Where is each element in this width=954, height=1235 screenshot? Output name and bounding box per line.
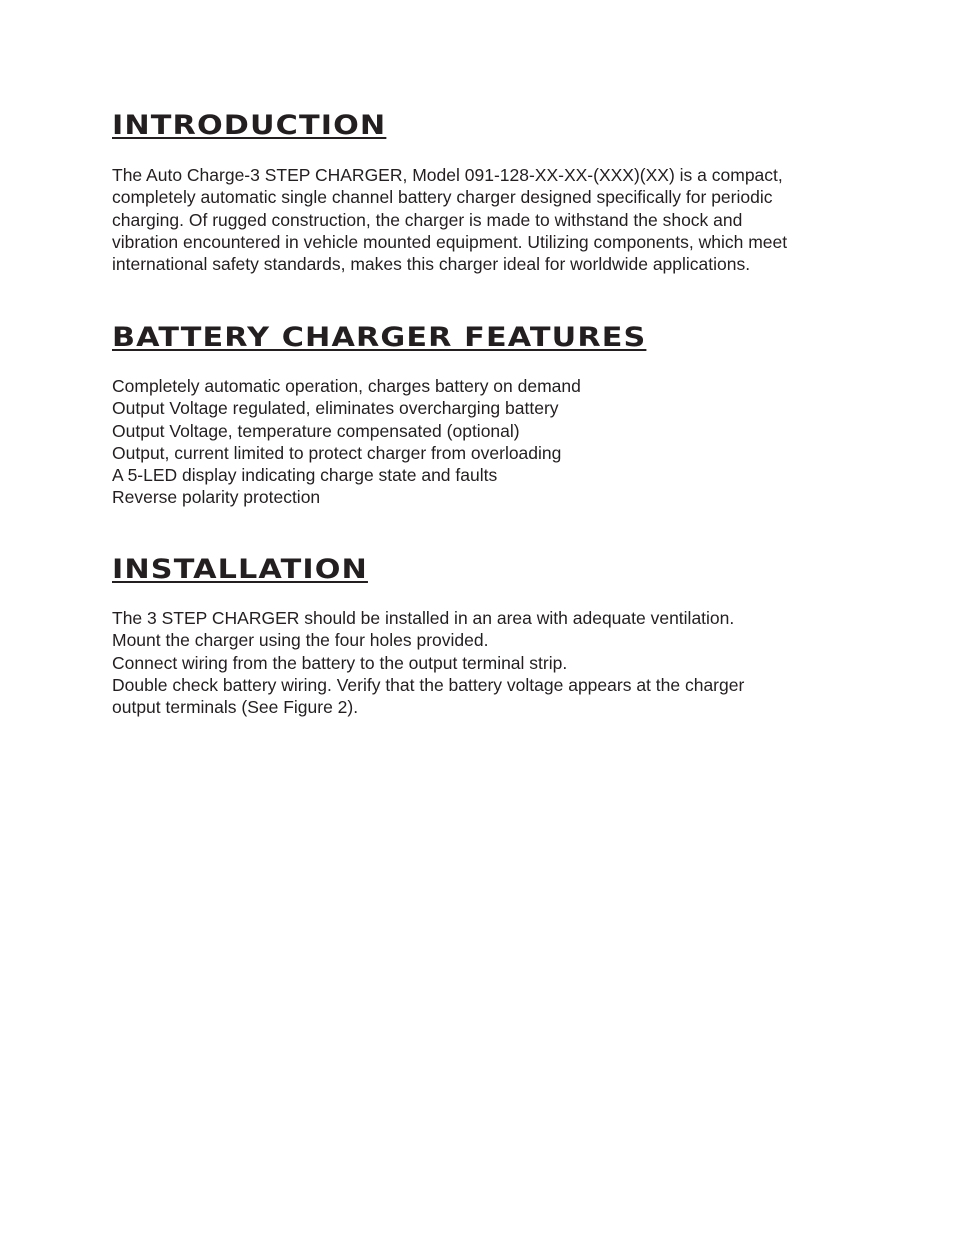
installation-section [112, 554, 872, 718]
introduction-heading: INTRODUCTION [112, 110, 387, 141]
installation-line: Mount the charger using the four holes provided. [112, 630, 489, 651]
features-section [112, 322, 872, 509]
feature-item: A 5-LED display indicating charge state and faults [112, 465, 498, 486]
introduction-section [112, 110, 872, 275]
installation-line: Double check battery wiring. Verify that the battery voltage appears at the charger [112, 674, 745, 695]
introduction-line: vibration encountered in vehicle mounted equipment. Utilizing components, which meet [112, 231, 788, 252]
installation-line: output terminals (See Figure 2). [112, 697, 359, 718]
introduction-line: The Auto Charge-3 STEP CHARGER, Model 091-128-XX-XX-(XXX)(XX) is a compact, [112, 165, 783, 185]
introduction-paragraph [112, 164, 872, 275]
introduction-line: completely automatic single channel battery charger designed specifically for periodic [112, 187, 773, 208]
feature-item: Output Voltage regulated, eliminates overcharging battery [112, 398, 559, 419]
introduction-line: charging. Of rugged construction, the charger is made to withstand the shock and [112, 209, 743, 230]
features-heading: BATTERY CHARGER FEATURES [112, 322, 647, 353]
feature-item: Output Voltage, temperature compensated (optional) [112, 420, 520, 441]
installation-paragraph [112, 607, 872, 718]
feature-item: Output, current limited to protect charger from overloading [112, 442, 562, 463]
features-list [112, 375, 872, 509]
introduction-line: international safety standards, makes this charger ideal for worldwide applications. [112, 254, 751, 275]
installation-line: The 3 STEP CHARGER should be installed in an area with adequate ventilation. [112, 608, 735, 628]
feature-item: Reverse polarity protection [112, 487, 321, 508]
installation-line: Connect wiring from the battery to the output terminal strip. [112, 652, 568, 673]
installation-heading: INSTALLATION [112, 554, 368, 585]
feature-item: Completely automatic operation, charges battery on demand [112, 376, 581, 396]
